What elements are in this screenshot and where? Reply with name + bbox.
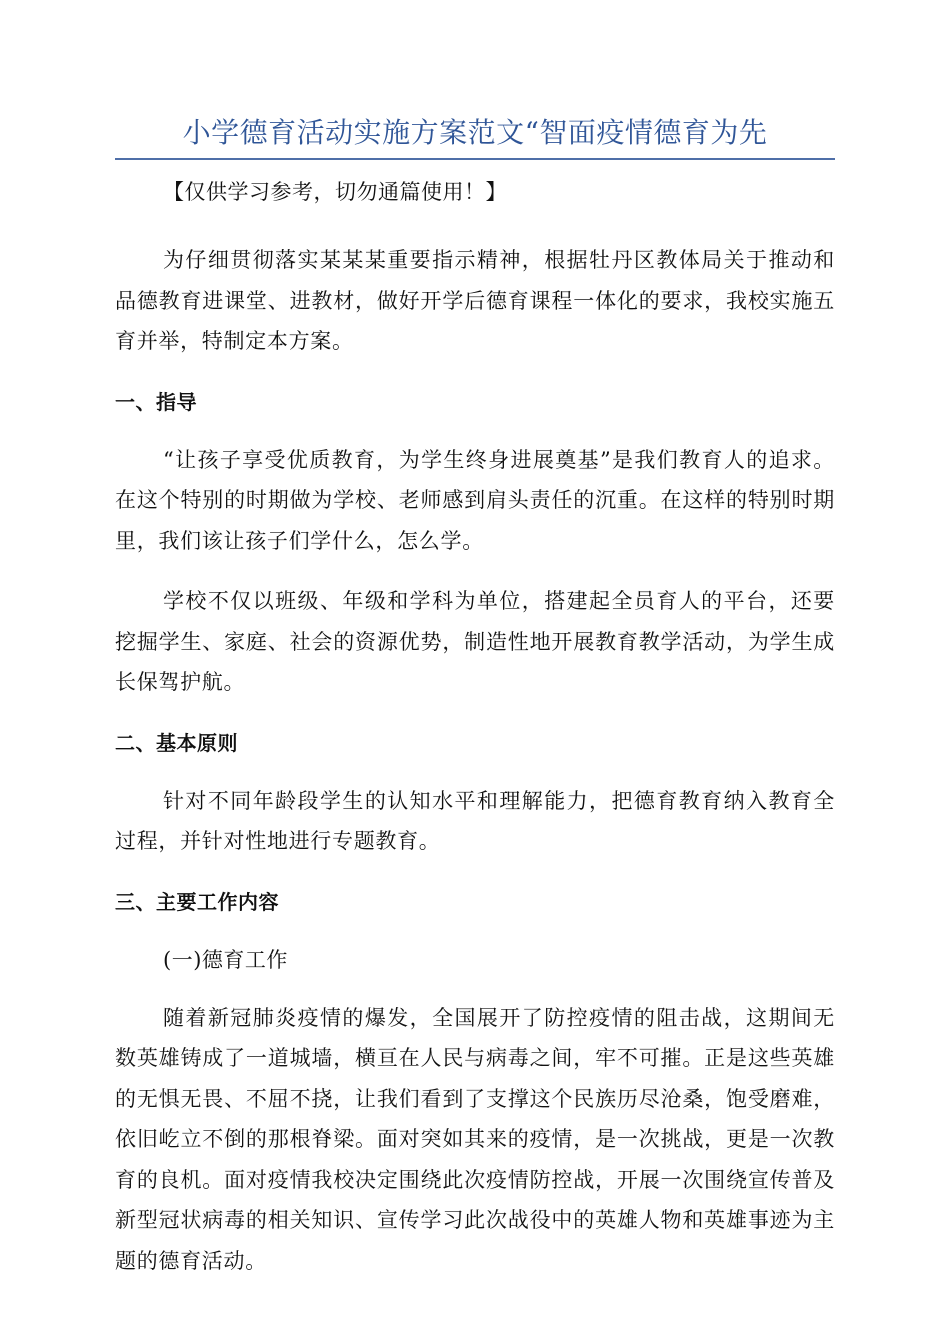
title-block [115,110,835,160]
intro-paragraph: 为仔细贯彻落实某某某重要指示精神，根据牡丹区教体局关于推动和品德教育进课堂、进教材，做好开学后德育课程一体化的要求，我校实施五育并举，特制定本方案。 [115,248,835,353]
principles-paragraph: 针对不同年龄段学生的认知水平和理解能力，把德育教育纳入教育全过程，并针对性地进行专题教育。 [115,788,835,853]
section-heading-principles: 二、基本原则 [115,730,238,755]
moral-work-paragraph: 随着新冠肺炎疫情的爆发，全国展开了防控疫情的阻击战，这期间无数英雄铸成了一道城墙，横亘在人民与病毒之间，牢不可摧。正是这些英雄的无惧无畏、不屈不挠，让我们看到了支撑这个民族历尽沧桑，饱受磨难，依旧屹立不倒的那根脊梁。面对突如其来的疫情，是一次挑战，更是一次教育的良机。面对疫情我校决定围绕此次疫情防控战，开展一次围绕宣传普及新型冠状病毒的相关知识、宣传学习此次战役中的英雄人物和英雄事迹为主题的德育活动。 [115,1005,835,1273]
guidance-paragraph-2: 学校不仅以班级、年级和学科为单位，搭建起全员育人的平台，还要挖掘学生、家庭、社会的资源优势，制造性地开展教育教学活动，为学生成长保驾护航。 [115,589,835,694]
subsection-heading-moral-work: (一)德育工作 [163,947,288,972]
document-body [115,172,835,1301]
document-title: 小学德育活动实施方案范文“智面疫情德育为先 [182,116,768,149]
section-heading-guidance: 一、指导 [115,389,197,414]
usage-notice: 【仅供学习参考，切勿通篇使用！】 [163,180,507,204]
guidance-paragraph-1: “让孩子享受优质教育，为学生终身进展奠基”是我们教育人的追求。在这个特别的时期做为学校、老师感到肩头责任的沉重。在这样的特别时期里，我们该让孩子们学什么，怎么学。 [115,447,835,553]
section-heading-work-content: 三、主要工作内容 [115,889,279,914]
